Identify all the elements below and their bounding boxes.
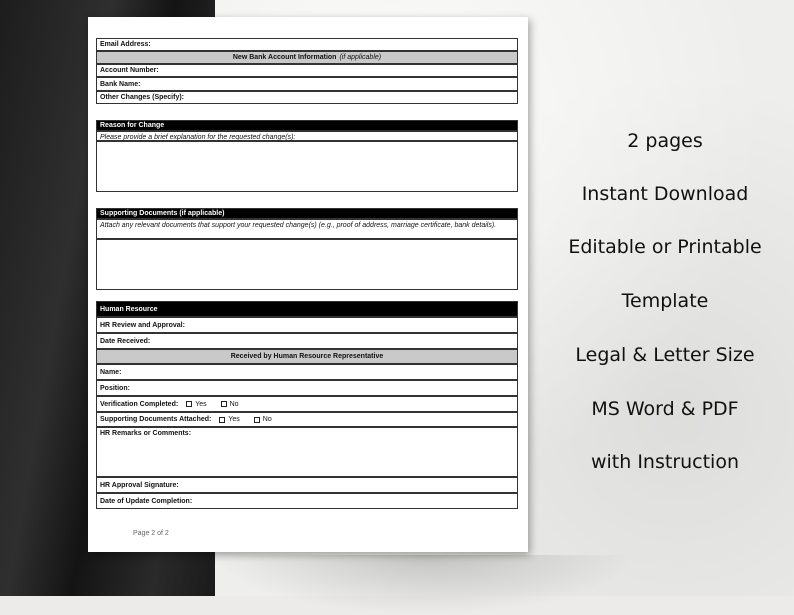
- account-number-label: Account Number:: [100, 67, 159, 74]
- received-by-header: [96, 349, 518, 364]
- verification-row: [96, 396, 518, 412]
- hr-review-label: HR Review and Approval:: [100, 321, 185, 329]
- verification-label: Verification Completed:: [100, 400, 179, 408]
- supporting-no-checkbox[interactable]: [254, 417, 260, 423]
- reason-instruction: Please provide a brief explanation for the requested change(s):: [100, 134, 296, 141]
- received-by-title: Received by Human Resource Representative: [230, 353, 384, 360]
- supporting-yes-checkbox[interactable]: [219, 417, 225, 423]
- other-changes-label: Other Changes (Specify):: [100, 94, 185, 101]
- date-update-row[interactable]: [96, 493, 518, 509]
- supporting-instruction: Attach any relevant documents that support your requested change(s) (e.g., proof of address, marriage certificate, bank details).: [100, 222, 497, 229]
- verification-yes-label: Yes: [195, 400, 207, 408]
- reason-title: Reason for Change: [100, 122, 165, 129]
- other-changes-row[interactable]: [96, 91, 518, 104]
- form-page: [88, 17, 528, 552]
- hr-remarks-row[interactable]: [96, 427, 518, 477]
- verification-no-checkbox[interactable]: [221, 401, 227, 407]
- verification-yes-checkbox[interactable]: [186, 401, 192, 407]
- email-row[interactable]: [96, 38, 518, 51]
- hr-header: [96, 301, 518, 317]
- date-update-label: Date of Update Completion:: [100, 497, 193, 505]
- account-number-row[interactable]: [96, 64, 518, 77]
- email-label: Email Address:: [100, 41, 151, 48]
- bank-name-row[interactable]: [96, 77, 518, 91]
- hr-signature-label: HR Approval Signature:: [100, 481, 179, 489]
- bank-name-label: Bank Name:: [100, 80, 141, 88]
- promo-template: Template: [621, 290, 709, 312]
- supporting-yes-label: Yes: [228, 416, 240, 423]
- promo-download: Instant Download: [581, 183, 749, 205]
- reason-instruction-row: [96, 131, 518, 141]
- supporting-title: Supporting Documents (if applicable): [100, 210, 225, 217]
- name-label: Name:: [100, 368, 122, 376]
- promo-size: Legal & Letter Size: [575, 344, 755, 366]
- promo-instruction: with Instruction: [590, 451, 740, 473]
- supporting-text-area[interactable]: [96, 239, 518, 290]
- name-row[interactable]: [96, 364, 518, 380]
- date-received-label: Date Received:: [100, 337, 151, 345]
- promo-pages: 2 pages: [627, 130, 703, 152]
- reason-header: [96, 120, 518, 131]
- hr-review-row[interactable]: [96, 317, 518, 333]
- paper-shadow: [215, 555, 635, 615]
- promo-editable: Editable or Printable: [568, 236, 762, 258]
- hr-signature-row[interactable]: [96, 477, 518, 493]
- hr-remarks-label: HR Remarks or Comments:: [100, 430, 192, 437]
- supporting-header: [96, 208, 518, 219]
- date-received-row[interactable]: [96, 333, 518, 349]
- reason-text-area[interactable]: [96, 141, 518, 192]
- hr-title: Human Resource: [100, 305, 158, 313]
- supporting-instruction-row: [96, 219, 518, 239]
- bank-section-note: (if applicable): [339, 54, 382, 61]
- page-footer: Page 2 of 2: [133, 530, 169, 537]
- supporting-no-label: No: [262, 416, 272, 423]
- bank-section-title: New Bank Account Information: [232, 54, 337, 61]
- supporting-attached-label: Supporting Documents Attached:: [100, 416, 212, 423]
- promo-formats: MS Word & PDF: [591, 398, 739, 420]
- supporting-attached-row: [96, 412, 518, 427]
- position-label: Position:: [100, 384, 130, 392]
- bank-section-header: [96, 51, 518, 64]
- verification-no-label: No: [229, 400, 239, 408]
- position-row[interactable]: [96, 380, 518, 396]
